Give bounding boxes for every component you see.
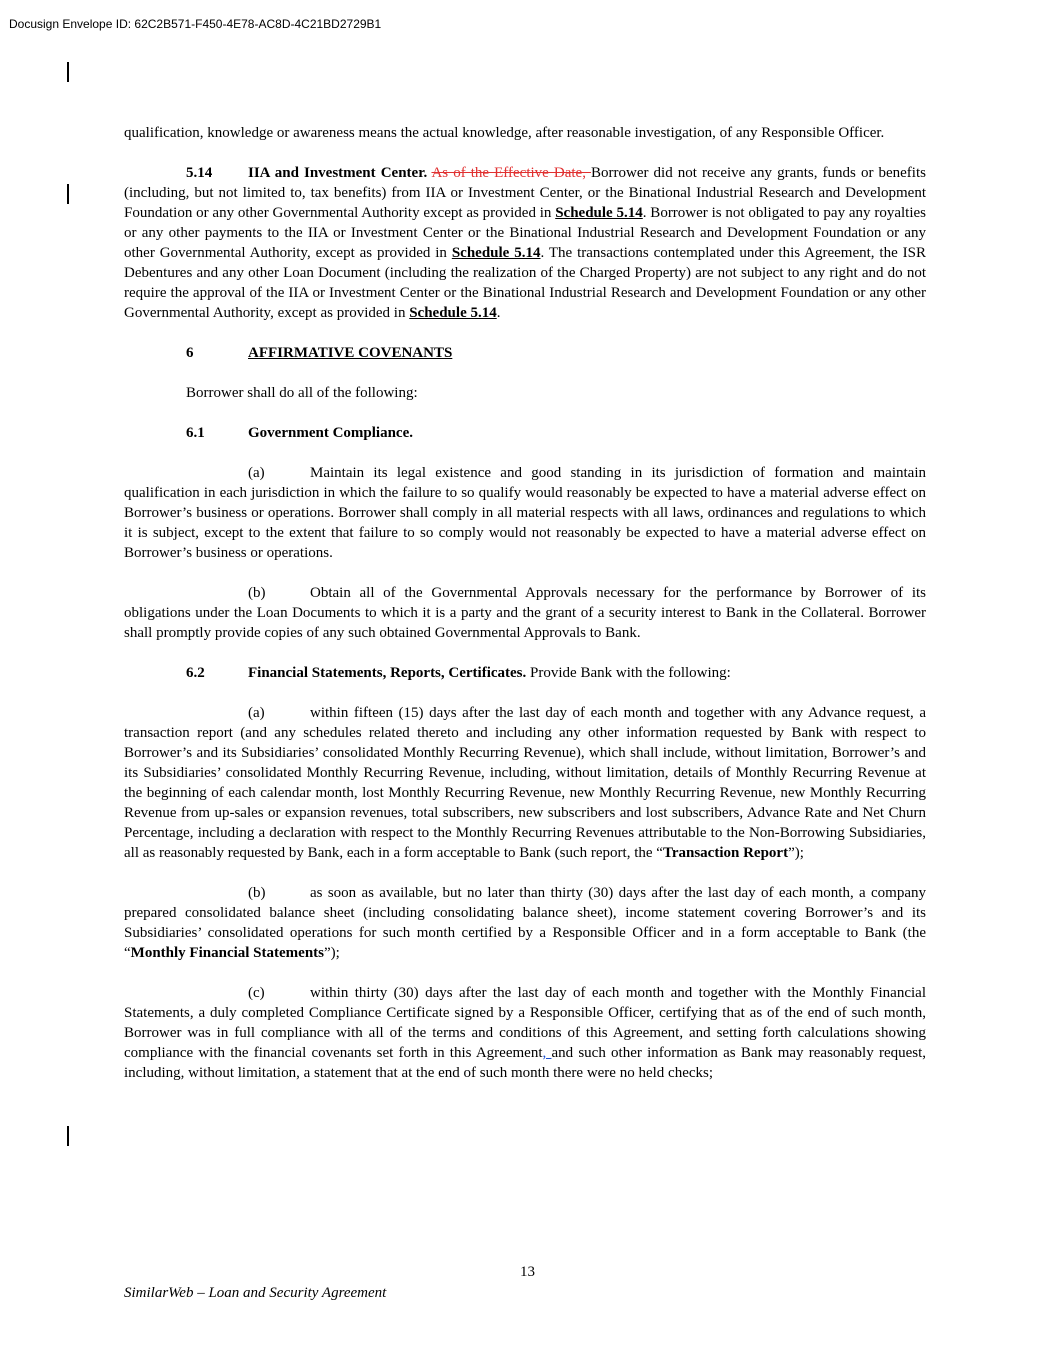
section-text: . [496,305,501,321]
section-title-continuation: Provide Bank with the following: [526,665,731,681]
document-footer: SimilarWeb – Loan and Security Agreement [124,1285,387,1301]
section-6-1-a [124,463,926,563]
section-title: Government Compliance. [248,425,413,441]
subsection-text: within fifteen (15) days after the last day of each month and together with any Advance request, a transaction report (and any schedules related thereto and including any other information requested by Bank with respect to Borrower’s and its Subsidiaries’ consolidated Monthly Recurring Revenue), which shall include, without limitation, Borrower’s and its Subsidiaries’ consolidated Monthly Recurring Revenue, including, without limitation, details of Monthly Recurring Revenue at the beginning of each calendar month, lost Monthly Recurring Revenue, new Monthly Recurring Revenue, new Monthly Recurring Revenue from up-sales or expansion revenues, total subscribers, new subscribers and lost subscribers, Advance Rate and Net Churn Percentage, including a declaration with respect to the Monthly Recurring Revenues attributable to the Non-Borrowing Subsidiaries, all as reasonably requested by Bank, each in a form acceptable to Bank (such report, the “ [124,705,926,861]
defined-term: Monthly Financial Statements [130,945,325,961]
section-text: . Borrower is not obligated to pay any royalties or any other payments to the IIA or Investment Center or the Binational Industrial Research and Development Foundation or any other Governmental Authority, except as provided in [124,205,926,261]
section-6-2-c [124,983,926,1083]
section-number: 6.2 [186,665,205,681]
subsection-text: within thirty (30) days after the last day of each month and together with the Monthly Financial Statements, a duly completed Compliance Certificate signed by a Responsible Officer, certifying that as of the end of such month, Borrower was in full compliance with all of the terms and conditions of this Agreement, and setting forth calculations showing compliance with the financial covenants set forth in this Agreement [124,985,926,1061]
subsection-text-end: ”); [324,945,340,961]
section-number: 6 [186,345,194,361]
subsection-label: (a) [248,465,265,481]
schedule-reference: Schedule 5.14 [409,305,497,321]
section-6-2-heading [124,663,926,683]
section-text: Borrower did not receive any grants, funds or benefits (including, but not limited to, tax benefits) from IIA or Investment Center, or the Binational Industrial Research and Development Foundation or any other Governmental Authority except as provided in [124,165,926,221]
section-title: IIA and Investment Center. [248,165,428,181]
schedule-reference: Schedule 5.14 [451,245,541,261]
change-bar-section-6-2c [67,1126,69,1146]
inserted-text: , [542,1045,552,1061]
section-text: . The transactions contemplated under this Agreement, the ISR Debentures and any other Loan Document (including the realization of the Charged Property) are not subject to any right and do not require the approval of the IIA or Investment Center or the Binational Industrial Research and Development Foundation or any other Governmental Authority, except as provided in [124,245,926,321]
section-6-heading [124,343,926,363]
subsection-label: (a) [248,705,265,721]
section-6-2-a [124,703,926,863]
subsection-label: (b) [248,585,266,601]
change-bar-top [67,62,69,82]
section-5-14 [124,163,926,323]
subsection-label: (c) [248,985,265,1001]
change-bar-section-5-14 [67,184,69,204]
schedule-reference: Schedule 5.14 [555,205,643,221]
subsection-text: as soon as available, but no later than thirty (30) days after the last day of each month, a company prepared consolidated balance sheet (including consolidating balance sheet), income statement covering Borrower’s and its Subsidiaries’ consolidated operations for such month certified by a Responsible Officer and in a form acceptable to Bank (the “ [124,885,926,961]
subsection-text-end: ”); [788,845,804,861]
subsection-text-end: and such other information as Bank may reasonably request, including, without limitation, a statement that at the end of such month there were no held checks; [124,1045,927,1081]
section-title: AFFIRMATIVE COVENANTS [248,345,453,361]
subsection-text: Maintain its legal existence and good standing in its jurisdiction of formation and maintain qualification in each jurisdiction in which the failure to so qualify would reasonably be expected to have a material adverse effect on Borrower’s business or operations. Borrower shall comply in all material respects with all laws, ordinances and regulations to which it is subject, except to the extent that failure to so comply would not reasonably be expected to have a material adverse effect on Borrower’s business or operations. [124,465,926,561]
subsection-text: Obtain all of the Governmental Approvals necessary for the performance by Borrower of its obligations under the Loan Documents to which it is a party and the grant of a security interest to Bank in the Collateral. Borrower shall promptly provide copies of any such obtained Governmental Approvals to Bank. [124,585,926,641]
deleted-text: As of the Effective Date, [431,165,592,181]
docusign-envelope-id: Docusign Envelope ID: 62C2B571-F450-4E78-AC8D-4C21BD2729B1 [9,17,382,31]
section-number: 5.14 [186,165,213,181]
section-6-1-heading [124,423,926,443]
section-6-intro: Borrower shall do all of the following: [186,385,418,401]
page-number: 13 [520,1264,535,1280]
section-title: Financial Statements, Reports, Certificates. [248,665,527,681]
section-6-2-b [124,883,926,963]
subsection-label: (b) [248,885,266,901]
section-6-1-b [124,583,926,643]
defined-term: Transaction Report [662,845,789,861]
paragraph-continuation: qualification, knowledge or awareness means the actual knowledge, after reasonable investigation, of any Responsible Officer. [124,125,885,141]
section-number: 6.1 [186,425,205,441]
document-body [124,123,926,1083]
